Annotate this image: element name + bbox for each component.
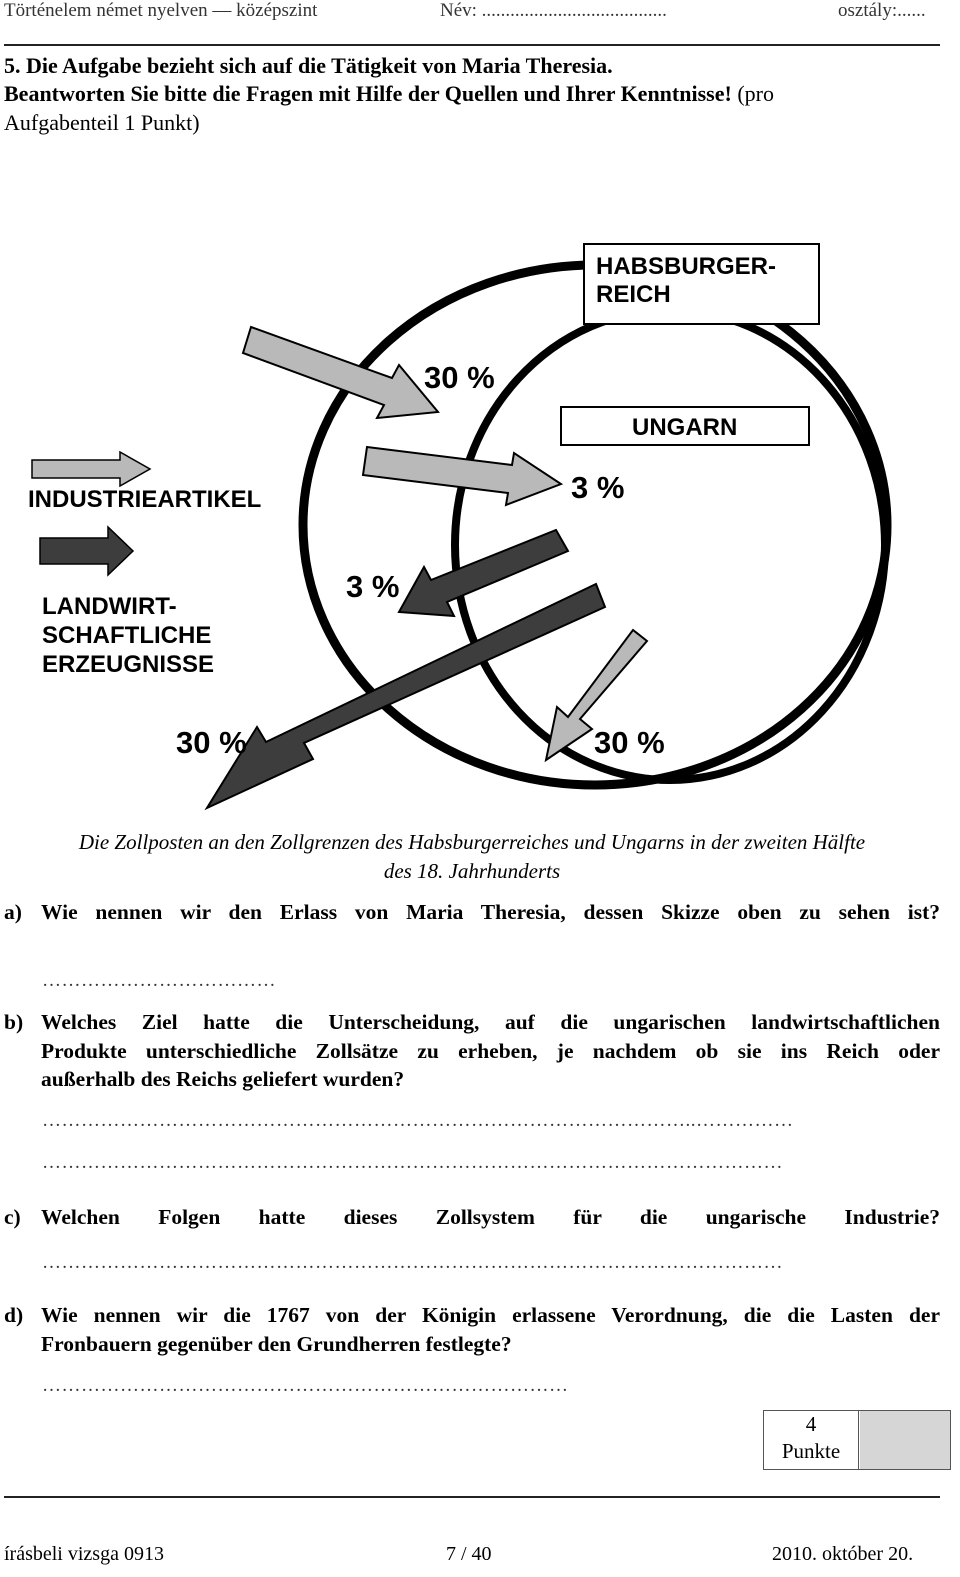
question-a-text: Wie nennen wir den Erlass von Maria Theresia, dessen Skizze oben zu sehen ist? xyxy=(41,900,940,924)
answer-line-c[interactable]: …………………………………………………………………………………………………… xyxy=(42,1252,783,1273)
points-box xyxy=(763,1410,951,1470)
question-d-label: d) xyxy=(4,1303,24,1327)
agri-arrow-hungary-to-outside xyxy=(207,584,605,808)
answer-line-a[interactable]: ……………………………… xyxy=(42,970,276,991)
question-c xyxy=(4,1203,940,1233)
customs-diagram xyxy=(0,235,960,820)
legend-agri-label-line2: SCHAFTLICHE xyxy=(42,622,212,649)
points-unit: Punkte xyxy=(781,1439,841,1463)
task-title: 5. Die Aufgabe bezieht sich auf die Tätigkeit von Maria Theresia. xyxy=(4,53,613,78)
question-d-line2: Fronbauern gegenüber den Grundherren festlegte? xyxy=(41,1331,512,1356)
agri-arrow-hungary-to-reich xyxy=(399,530,568,616)
legend-agri-label-line3: ERZEUGNISSE xyxy=(42,651,215,678)
question-d-line1: Wie nennen wir die 1767 von der Königin erlassene Verordnung, die die Lasten der xyxy=(41,1303,940,1327)
footer-exam-id: írásbeli vizsga 0913 xyxy=(4,1543,164,1565)
legend-agri-label-line1: LANDWIRT- xyxy=(42,593,177,620)
question-b-line1: Welches Ziel hatte die Unterscheidung, auf die ungarischen landwirtschaftlichen xyxy=(41,1010,940,1034)
footer-page-number: 7 / 40 xyxy=(446,1543,492,1565)
legend-industrial-arrow xyxy=(32,452,150,486)
question-c-text: Welchen Folgen hatte dieses Zollsystem für die ungarische Industrie? xyxy=(41,1205,940,1229)
question-b xyxy=(4,1008,940,1098)
page-header xyxy=(4,0,940,22)
question-b-line3: außerhalb des Reichs geliefert wurden? xyxy=(41,1067,405,1091)
header-name-field: Név: ....................................... xyxy=(440,0,667,21)
pct-industrial-into-hungary: 3 % xyxy=(571,470,625,505)
question-b-line2: Produkte unterschiedliche Zollsätze zu erheben, je nachdem ob sie ins Reich oder xyxy=(41,1038,940,1063)
answer-line-d[interactable]: ……………………………………………………………………… xyxy=(42,1375,569,1396)
legend-agricultural-arrow xyxy=(40,527,133,575)
pct-agri-hungary-to-reich: 3 % xyxy=(346,569,400,604)
task-instruction-bold: Beantworten Sie bitte die Fragen mit Hilfe der Quellen und Ihrer Kenntnisse! xyxy=(4,81,732,106)
caption-line2: des 18. Jahrhunderts xyxy=(383,859,561,883)
pct-agri-hungary-to-outside: 30 % xyxy=(176,725,247,760)
points-value: 4 xyxy=(805,1412,817,1436)
ungarn-label: UNGARN xyxy=(632,414,738,441)
habsburg-empire-circle xyxy=(303,265,887,785)
footer-date: 2010. október 20. xyxy=(772,1543,914,1565)
header-rule xyxy=(4,44,940,46)
legend-industrial-label: INDUSTRIEARTIKEL xyxy=(28,486,262,513)
task-instruction-note: (pro xyxy=(731,81,774,106)
question-a xyxy=(4,898,940,928)
answer-line-b1[interactable]: ………………………………………………………………………………………..…………… xyxy=(42,1110,794,1131)
points-label-cell xyxy=(764,1411,859,1469)
diagram-caption xyxy=(4,828,940,886)
habsburg-label-line1: HABSBURGER- xyxy=(596,253,776,280)
header-subject: Történelem német nyelven — középszint xyxy=(4,0,318,21)
answer-line-b2[interactable]: …………………………………………………………………………………………………… xyxy=(42,1152,783,1173)
pct-industrial-into-reich: 30 % xyxy=(424,360,495,395)
footer-rule xyxy=(4,1496,940,1498)
header-class-field: osztály:...... xyxy=(838,0,926,21)
habsburg-label-line2: REICH xyxy=(596,281,671,308)
question-a-label: a) xyxy=(4,900,22,924)
pct-industrial-hungary-to-outside: 30 % xyxy=(594,725,665,760)
caption-line1: Die Zollposten an den Zollgrenzen des Habsburgerreiches und Ungarns in der zweiten Hälfte xyxy=(78,830,866,854)
task-instruction xyxy=(4,80,774,108)
question-d xyxy=(4,1301,940,1361)
task-instruction-note2: Aufgabenteil 1 Punkt) xyxy=(4,110,200,135)
question-b-label: b) xyxy=(4,1010,24,1034)
points-score-field[interactable] xyxy=(860,1411,950,1469)
question-c-label: c) xyxy=(4,1205,21,1229)
